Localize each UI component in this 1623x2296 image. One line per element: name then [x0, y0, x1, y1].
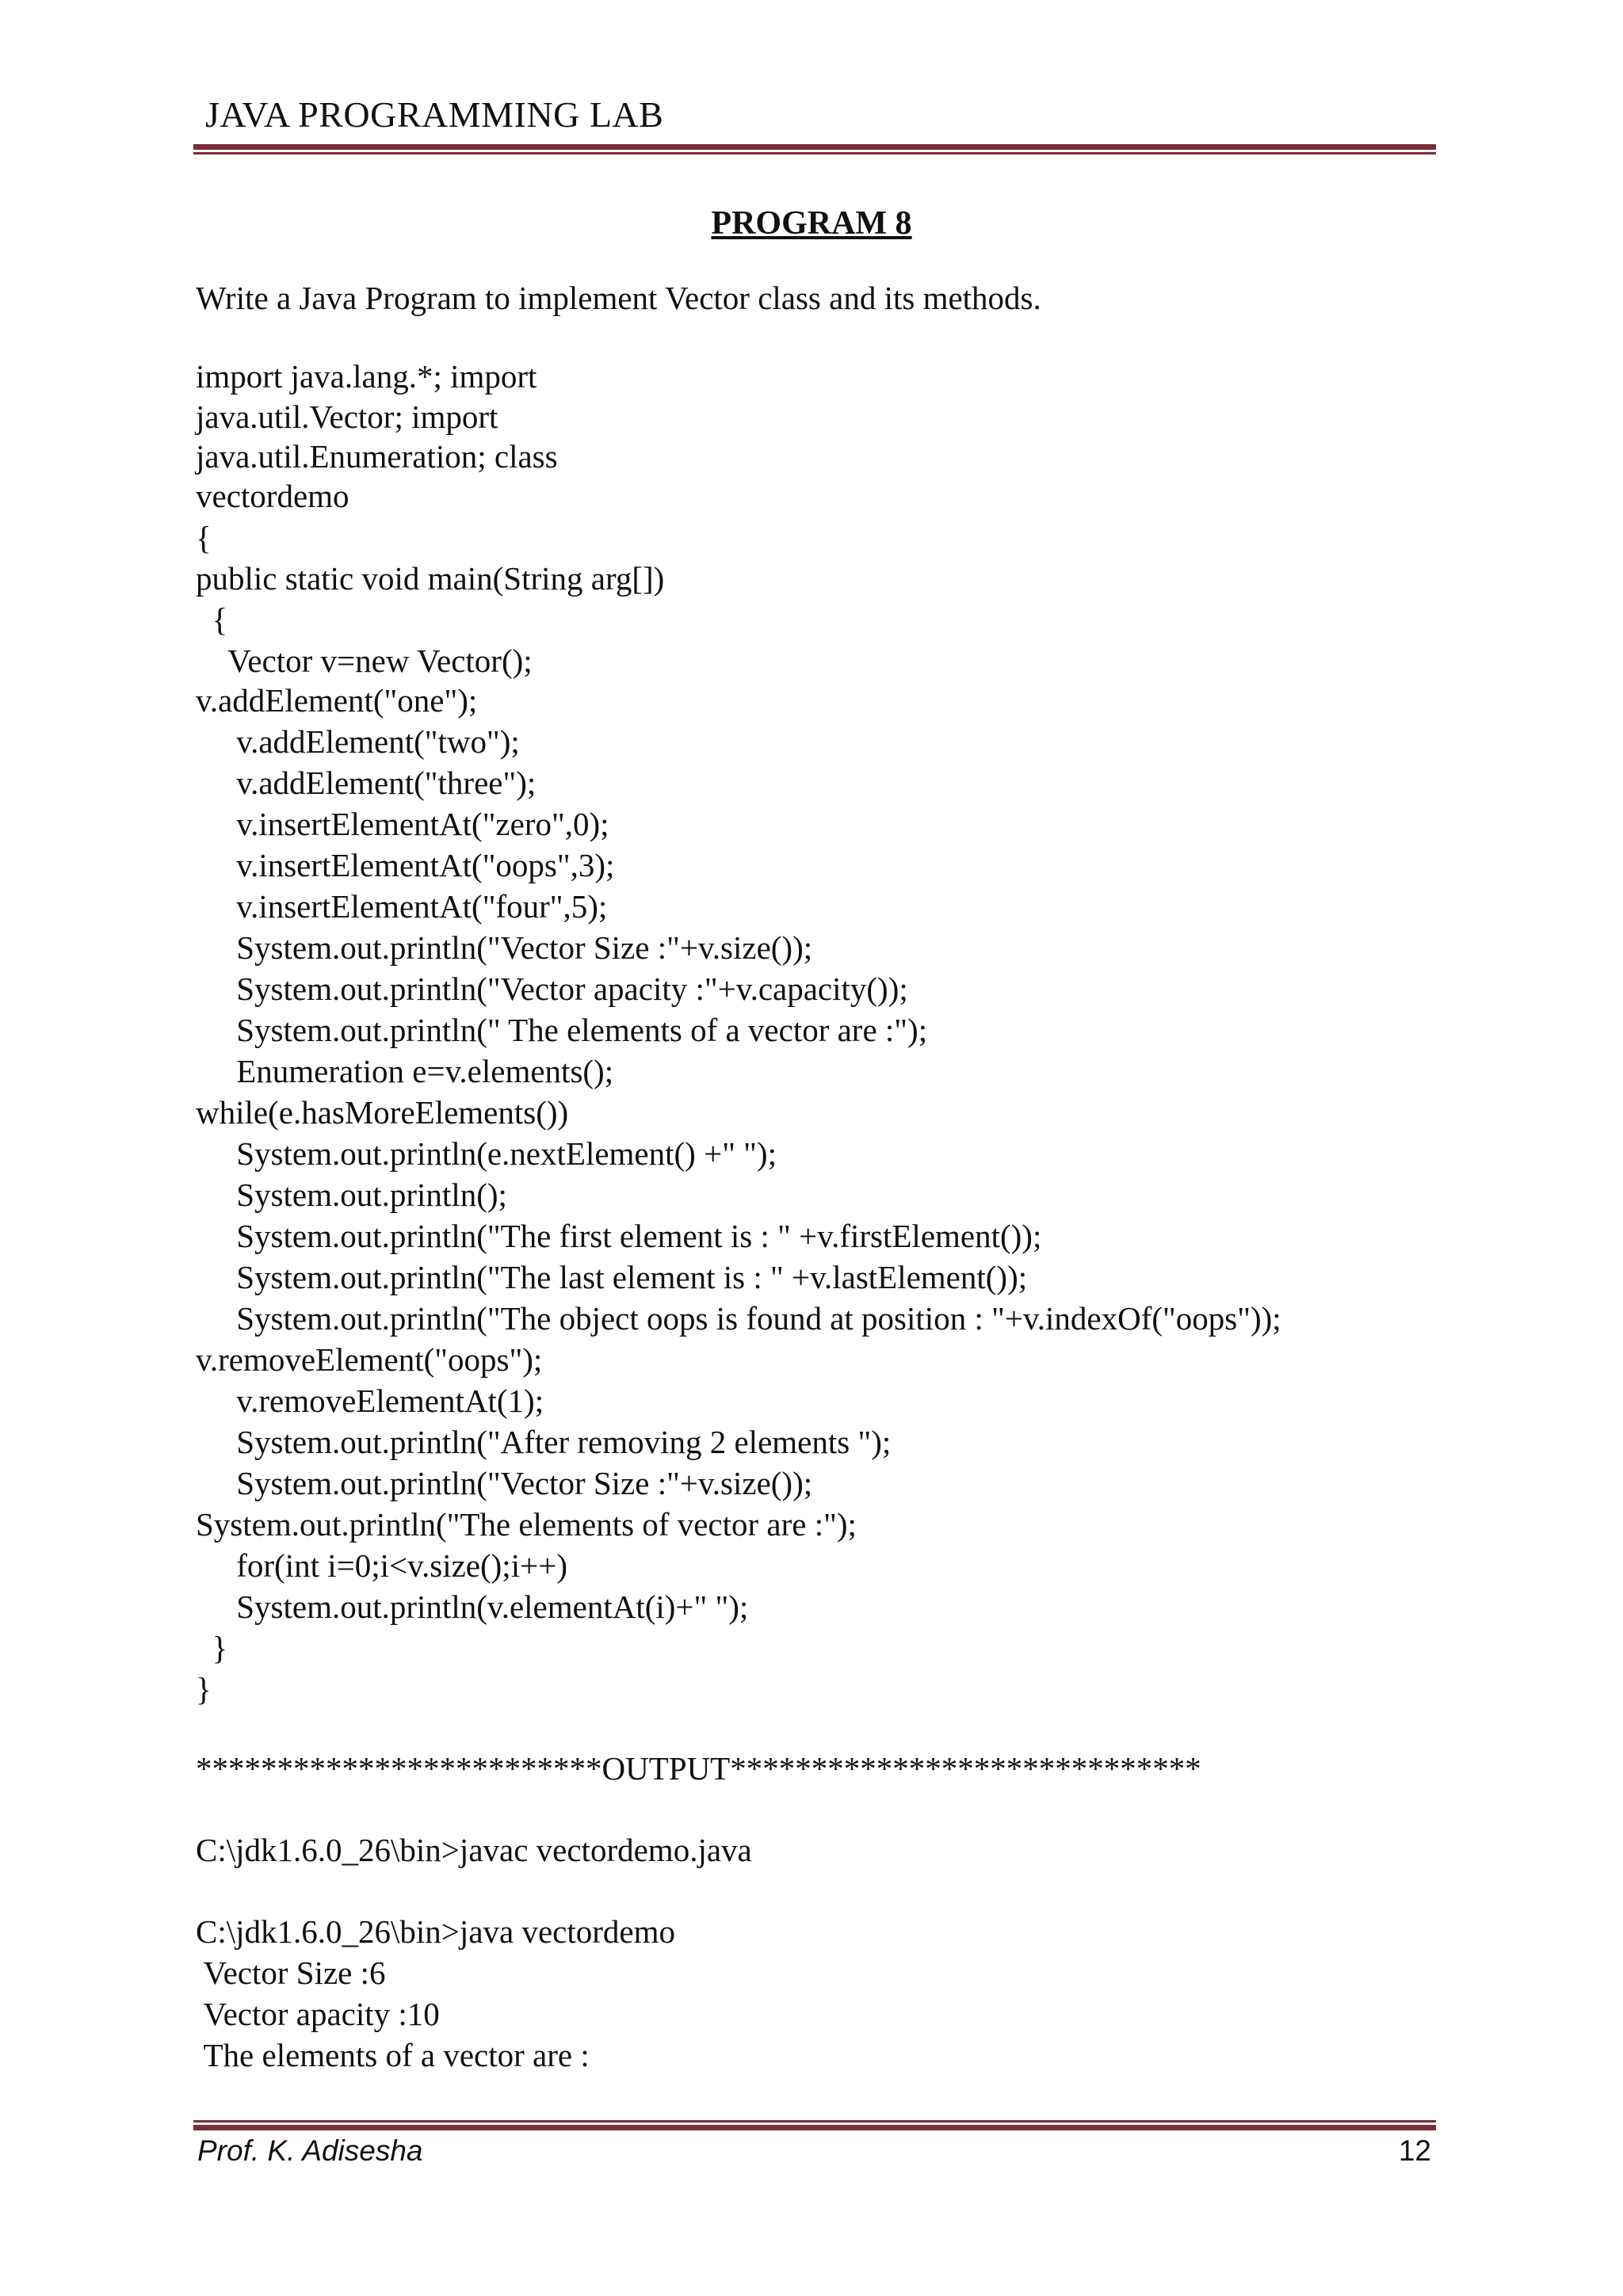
- code-line: v.insertElementAt("zero",0);: [196, 806, 609, 842]
- code-line: v.addElement("three");: [196, 765, 537, 801]
- code-line: System.out.println("Vector Size :"+v.size());: [196, 929, 813, 966]
- code-line: }: [196, 1630, 228, 1666]
- code-line: System.out.println("The first element is : " +v.firstElement());: [196, 1218, 1042, 1254]
- page-number: 12: [1398, 2134, 1431, 2167]
- code-line: System.out.println("The last element is : " +v.lastElement());: [196, 1259, 1028, 1295]
- code-line: import java.lang.*; import: [196, 358, 537, 395]
- code-line: for(int i=0;i<v.size();i++): [196, 1547, 567, 1584]
- console-line: Vector Size :6: [196, 1955, 386, 1991]
- code-line: while(e.hasMoreElements()): [196, 1094, 569, 1131]
- console-line: C:\jdk1.6.0_26\bin>javac vectordemo.java: [196, 1832, 752, 1868]
- code-line: java.util.Enumeration; class: [196, 438, 558, 475]
- code-line: public static void main(String arg[]): [196, 560, 665, 597]
- header-rule: [193, 144, 1436, 154]
- code-line: System.out.println();: [196, 1177, 507, 1213]
- console-line: Vector apacity :10: [196, 1996, 440, 2032]
- code-line: v.removeElementAt(1);: [196, 1383, 544, 1419]
- console-line: The elements of a vector are :: [196, 2037, 590, 2073]
- code-line: java.util.Vector; import: [196, 399, 498, 435]
- code-line: v.addElement("two");: [196, 723, 520, 760]
- task-statement: Write a Java Program to implement Vector class and its methods.: [196, 280, 1041, 316]
- header-title: JAVA PROGRAMMING LAB: [205, 94, 664, 135]
- program-title: PROGRAM 8: [711, 205, 912, 242]
- code-line: System.out.println("After removing 2 elements ");: [196, 1424, 892, 1460]
- footer-rule: [193, 2120, 1436, 2130]
- code-line: v.addElement("one");: [196, 682, 478, 719]
- code-line: v.insertElementAt("oops",3);: [196, 847, 615, 883]
- code-line: }: [196, 1671, 212, 1707]
- code-line: System.out.println("Vector Size :"+v.size());: [196, 1465, 813, 1501]
- code-line: {: [196, 520, 212, 556]
- code-line: System.out.println("Vector apacity :"+v.capacity());: [196, 971, 908, 1007]
- code-line: System.out.println(v.elementAt(i)+" ");: [196, 1589, 749, 1625]
- code-line: {: [196, 601, 228, 638]
- code-line: System.out.println("The object oops is found at position : "+v.indexOf("oops"));: [196, 1300, 1281, 1337]
- code-line: System.out.println("The elements of vector are :");: [196, 1506, 857, 1543]
- code-line: v.removeElement("oops");: [196, 1341, 543, 1378]
- output-banner: *************************OUTPUT*****************************: [196, 1750, 1201, 1787]
- code-line: System.out.println(" The elements of a vector are :");: [196, 1012, 928, 1048]
- code-line: Enumeration e=v.elements();: [196, 1053, 614, 1089]
- console-line: C:\jdk1.6.0_26\bin>java vectordemo: [196, 1913, 675, 1950]
- code-line: vectordemo: [196, 478, 349, 514]
- code-line: v.insertElementAt("four",5);: [196, 888, 608, 925]
- code-line: System.out.println(e.nextElement() +" ");: [196, 1135, 777, 1172]
- code-line: Vector v=new Vector();: [196, 643, 533, 679]
- footer-author: Prof. K. Adisesha: [197, 2134, 423, 2167]
